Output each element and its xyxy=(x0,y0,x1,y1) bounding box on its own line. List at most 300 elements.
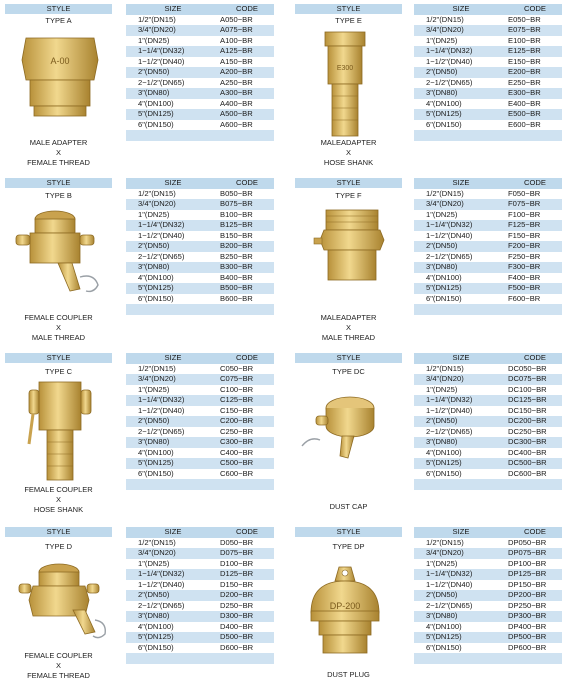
size-cell: 3/4"(DN20) xyxy=(414,199,508,210)
table-row xyxy=(126,273,274,284)
size-cell: 1/2"(DN15) xyxy=(126,15,220,26)
table-row xyxy=(414,406,562,417)
size-cell: 4"(DN100) xyxy=(126,99,220,110)
code-cell: E100−BR xyxy=(508,36,562,47)
type-label: TYPE DP xyxy=(332,542,365,551)
size-cell: 6"(DN150) xyxy=(126,294,220,305)
table-row xyxy=(126,458,274,469)
style-header: STYLE xyxy=(5,353,112,363)
size-cell: 3"(DN80) xyxy=(414,611,508,622)
size-cell: 1"(DN25) xyxy=(414,210,508,221)
size-cell: 1−1/2"(DN40) xyxy=(414,580,508,591)
table-row xyxy=(414,25,562,36)
size-cell: 3"(DN80) xyxy=(126,262,220,273)
code-cell: D150−BR xyxy=(220,580,274,591)
size-cell: 1−1/4"(DN32) xyxy=(414,46,508,57)
table-row xyxy=(126,46,274,57)
size-cell: 1"(DN25) xyxy=(414,559,508,570)
table-row xyxy=(126,210,274,221)
code-column-header: CODE xyxy=(220,353,274,364)
code-cell: F125−BR xyxy=(508,220,562,231)
table-row xyxy=(414,88,562,99)
table-row xyxy=(126,220,274,231)
size-cell: 2−1/2"(DN65) xyxy=(126,427,220,438)
size-cell: 1/2"(DN15) xyxy=(414,15,508,26)
table-row xyxy=(126,374,274,385)
code-cell: F050−BR xyxy=(508,189,562,200)
code-cell: A300−BR xyxy=(220,88,274,99)
code-cell: B100−BR xyxy=(220,210,274,221)
code-cell: A100−BR xyxy=(220,36,274,47)
code-cell: F400−BR xyxy=(508,273,562,284)
size-cell: 4"(DN100) xyxy=(126,622,220,633)
code-cell: DC150−BR xyxy=(508,406,562,417)
product-caption: FEMALE COUPLER X HOSE SHANK xyxy=(24,485,93,514)
table-row xyxy=(126,57,274,68)
table-row xyxy=(126,437,274,448)
size-cell: 5"(DN125) xyxy=(126,283,220,294)
code-cell: B150−BR xyxy=(220,231,274,242)
size-cell: 3/4"(DN20) xyxy=(126,374,220,385)
table-row xyxy=(126,78,274,89)
table-row xyxy=(414,611,562,622)
size-cell: 6"(DN150) xyxy=(126,120,220,131)
code-cell: B075−BR xyxy=(220,199,274,210)
size-cell: 3/4"(DN20) xyxy=(126,199,220,210)
table-row xyxy=(414,252,562,263)
table-row xyxy=(126,406,274,417)
table-row xyxy=(414,231,562,242)
table-header-row xyxy=(126,353,274,364)
size-cell: 5"(DN125) xyxy=(414,632,508,643)
code-cell: DC250−BR xyxy=(508,427,562,438)
table-header-row xyxy=(126,527,274,538)
code-cell: C075−BR xyxy=(220,374,274,385)
code-cell: DC100−BR xyxy=(508,385,562,396)
code-cell: F100−BR xyxy=(508,210,562,221)
code-cell: B300−BR xyxy=(220,262,274,273)
size-code-table xyxy=(414,178,562,315)
size-cell: 2−1/2"(DN65) xyxy=(126,78,220,89)
code-cell: DC300−BR xyxy=(508,437,562,448)
code-column-header: CODE xyxy=(220,4,274,15)
code-cell: DC400−BR xyxy=(508,448,562,459)
code-cell: A125−BR xyxy=(220,46,274,57)
table-row xyxy=(126,622,274,633)
code-cell: DP125−BR xyxy=(508,569,562,580)
size-cell: 1/2"(DN15) xyxy=(126,538,220,549)
table-row xyxy=(126,632,274,643)
size-cell: 1−1/4"(DN32) xyxy=(126,46,220,57)
size-cell: 1"(DN25) xyxy=(414,36,508,47)
type-label: TYPE C xyxy=(44,367,73,376)
size-column-header: SIZE xyxy=(126,4,220,15)
code-cell: DC600−BR xyxy=(508,469,562,480)
size-cell: 1−1/4"(DN32) xyxy=(126,395,220,406)
size-cell: 5"(DN125) xyxy=(126,109,220,120)
table-row xyxy=(414,643,562,654)
code-cell: B200−BR xyxy=(220,241,274,252)
type-f-fitting-image xyxy=(312,208,392,288)
table-row xyxy=(126,241,274,252)
size-cell: 1−1/2"(DN40) xyxy=(414,406,508,417)
code-column-header: CODE xyxy=(220,178,274,189)
style-header: STYLE xyxy=(295,527,402,537)
engraving-text: E300 xyxy=(336,65,354,72)
code-cell: D600−BR xyxy=(220,643,274,654)
table-header-row xyxy=(126,4,274,15)
code-cell: D300−BR xyxy=(220,611,274,622)
table-row xyxy=(414,262,562,273)
dust-plug-image xyxy=(305,565,385,660)
table-row xyxy=(414,241,562,252)
size-cell: 1−1/2"(DN40) xyxy=(414,231,508,242)
table-row xyxy=(414,46,562,57)
size-cell: 1−1/2"(DN40) xyxy=(414,57,508,68)
code-cell: F600−BR xyxy=(508,294,562,305)
size-code-table xyxy=(126,353,274,490)
style-header: STYLE xyxy=(5,527,112,537)
table-row xyxy=(414,109,562,120)
table-row xyxy=(414,283,562,294)
type-label: TYPE DC xyxy=(332,367,365,376)
size-cell: 1"(DN25) xyxy=(126,559,220,570)
dust-cap-image xyxy=(298,388,383,463)
code-cell: D250−BR xyxy=(220,601,274,612)
style-header: STYLE xyxy=(295,178,402,188)
size-cell: 2"(DN50) xyxy=(414,590,508,601)
size-cell: 5"(DN125) xyxy=(414,458,508,469)
size-cell: 2−1/2"(DN65) xyxy=(126,252,220,263)
size-cell: 2"(DN50) xyxy=(414,241,508,252)
size-cell: 1"(DN25) xyxy=(126,210,220,221)
code-cell: DC050−BR xyxy=(508,364,562,375)
table-row xyxy=(126,109,274,120)
table-row xyxy=(414,548,562,559)
table-row xyxy=(414,601,562,612)
size-cell: 4"(DN100) xyxy=(414,622,508,633)
size-cell: 2"(DN50) xyxy=(414,67,508,78)
size-cell: 1/2"(DN15) xyxy=(414,189,508,200)
code-cell: C600−BR xyxy=(220,469,274,480)
style-header: STYLE xyxy=(5,4,112,14)
table-row xyxy=(126,395,274,406)
code-cell: A500−BR xyxy=(220,109,274,120)
size-cell: 4"(DN100) xyxy=(414,448,508,459)
table-row xyxy=(414,294,562,305)
table-row xyxy=(414,120,562,131)
code-cell: A050−BR xyxy=(220,15,274,26)
table-row xyxy=(126,416,274,427)
size-cell: 3/4"(DN20) xyxy=(414,25,508,36)
size-cell: 3"(DN80) xyxy=(126,437,220,448)
code-cell: A200−BR xyxy=(220,67,274,78)
product-caption: DUST CAP xyxy=(329,502,368,511)
size-column-header: SIZE xyxy=(414,178,508,189)
style-header: STYLE xyxy=(295,4,402,14)
table-row xyxy=(414,569,562,580)
table-row xyxy=(414,220,562,231)
code-cell: D050−BR xyxy=(220,538,274,549)
code-cell: F075−BR xyxy=(508,199,562,210)
code-cell: D400−BR xyxy=(220,622,274,633)
size-cell: 3/4"(DN20) xyxy=(414,374,508,385)
table-footer-row xyxy=(414,304,562,315)
code-cell: E500−BR xyxy=(508,109,562,120)
table-row xyxy=(126,199,274,210)
table-row xyxy=(126,590,274,601)
size-cell: 4"(DN100) xyxy=(414,99,508,110)
code-cell: B125−BR xyxy=(220,220,274,231)
size-cell: 2−1/2"(DN65) xyxy=(414,427,508,438)
code-cell: DC125−BR xyxy=(508,395,562,406)
size-cell: 2"(DN50) xyxy=(414,416,508,427)
table-row xyxy=(126,559,274,570)
size-cell: 3"(DN80) xyxy=(414,262,508,273)
table-row xyxy=(414,538,562,549)
size-cell: 3"(DN80) xyxy=(126,611,220,622)
size-cell: 2"(DN50) xyxy=(126,416,220,427)
table-row xyxy=(414,580,562,591)
type-label: TYPE A xyxy=(45,16,72,25)
table-footer-row xyxy=(126,130,274,141)
code-cell: DC075−BR xyxy=(508,374,562,385)
code-cell: DP250−BR xyxy=(508,601,562,612)
size-cell: 6"(DN150) xyxy=(414,469,508,480)
code-cell: E075−BR xyxy=(508,25,562,36)
size-cell: 1/2"(DN15) xyxy=(126,189,220,200)
table-row xyxy=(414,99,562,110)
table-row xyxy=(126,99,274,110)
size-cell: 1/2"(DN15) xyxy=(126,364,220,375)
size-cell: 4"(DN100) xyxy=(126,273,220,284)
size-cell: 2"(DN50) xyxy=(126,590,220,601)
type-b-fitting-image xyxy=(10,205,105,300)
size-cell: 1/2"(DN15) xyxy=(414,364,508,375)
code-cell: B400−BR xyxy=(220,273,274,284)
table-row xyxy=(126,231,274,242)
table-row xyxy=(126,15,274,26)
table-row xyxy=(414,57,562,68)
code-cell: D100−BR xyxy=(220,559,274,570)
size-cell: 4"(DN100) xyxy=(126,448,220,459)
table-row xyxy=(414,559,562,570)
product-caption: MALEADAPTER X HOSE SHANK xyxy=(320,138,377,167)
size-cell: 2−1/2"(DN65) xyxy=(126,601,220,612)
table-footer-row xyxy=(126,479,274,490)
table-row xyxy=(126,601,274,612)
size-cell: 1−1/4"(DN32) xyxy=(414,395,508,406)
table-row xyxy=(126,364,274,375)
product-caption: MALEADAPTER X MALE THREAD xyxy=(320,313,377,342)
code-cell: DP300−BR xyxy=(508,611,562,622)
code-cell: E300−BR xyxy=(508,88,562,99)
code-cell: C250−BR xyxy=(220,427,274,438)
table-row xyxy=(414,385,562,396)
code-cell: F500−BR xyxy=(508,283,562,294)
size-cell: 3/4"(DN20) xyxy=(126,25,220,36)
size-code-table xyxy=(126,527,274,664)
size-cell: 4"(DN100) xyxy=(414,273,508,284)
code-cell: E200−BR xyxy=(508,67,562,78)
code-cell: DP200−BR xyxy=(508,590,562,601)
size-cell: 6"(DN150) xyxy=(126,643,220,654)
code-column-header: CODE xyxy=(508,527,562,538)
size-cell: 1−1/2"(DN40) xyxy=(126,57,220,68)
code-cell: F150−BR xyxy=(508,231,562,242)
size-cell: 3"(DN80) xyxy=(414,437,508,448)
type-label: TYPE F xyxy=(335,191,362,200)
table-row xyxy=(126,643,274,654)
code-cell: DP075−BR xyxy=(508,548,562,559)
size-column-header: SIZE xyxy=(414,4,508,15)
type-label: TYPE D xyxy=(44,542,73,551)
code-cell: DP100−BR xyxy=(508,559,562,570)
size-cell: 1−1/2"(DN40) xyxy=(126,580,220,591)
size-cell: 1/2"(DN15) xyxy=(414,538,508,549)
code-cell: C200−BR xyxy=(220,416,274,427)
style-header: STYLE xyxy=(295,353,402,363)
size-cell: 6"(DN150) xyxy=(414,120,508,131)
table-row xyxy=(126,262,274,273)
product-caption: FEMALE COUPLER X MALE THREAD xyxy=(24,313,93,342)
code-cell: C300−BR xyxy=(220,437,274,448)
size-cell: 1−1/4"(DN32) xyxy=(126,220,220,231)
table-row xyxy=(126,25,274,36)
size-cell: 6"(DN150) xyxy=(414,643,508,654)
code-cell: E150−BR xyxy=(508,57,562,68)
table-row xyxy=(414,590,562,601)
table-footer-row xyxy=(414,653,562,664)
code-cell: D200−BR xyxy=(220,590,274,601)
code-cell: B500−BR xyxy=(220,283,274,294)
size-column-header: SIZE xyxy=(414,353,508,364)
table-row xyxy=(126,538,274,549)
product-caption: FEMALE COUPLER X FEMALE THREAD xyxy=(24,651,93,680)
code-cell: A600−BR xyxy=(220,120,274,131)
type-a-fitting-image xyxy=(20,32,100,122)
code-cell: C400−BR xyxy=(220,448,274,459)
code-cell: E600−BR xyxy=(508,120,562,131)
table-row xyxy=(126,448,274,459)
table-row xyxy=(126,36,274,47)
size-code-table xyxy=(126,4,274,141)
size-cell: 2−1/2"(DN65) xyxy=(414,252,508,263)
table-row xyxy=(414,210,562,221)
table-row xyxy=(414,427,562,438)
size-code-table xyxy=(414,353,562,490)
table-row xyxy=(414,469,562,480)
table-row xyxy=(414,395,562,406)
table-row xyxy=(414,78,562,89)
code-cell: B250−BR xyxy=(220,252,274,263)
type-label: TYPE B xyxy=(45,191,72,200)
code-cell: B050−BR xyxy=(220,189,274,200)
table-header-row xyxy=(414,178,562,189)
size-cell: 3"(DN80) xyxy=(126,88,220,99)
size-code-table xyxy=(414,4,562,141)
size-code-table xyxy=(126,178,274,315)
table-row xyxy=(126,294,274,305)
code-column-header: CODE xyxy=(220,527,274,538)
code-cell: D075−BR xyxy=(220,548,274,559)
table-header-row xyxy=(414,353,562,364)
code-cell: E050−BR xyxy=(508,15,562,26)
size-cell: 5"(DN125) xyxy=(414,109,508,120)
table-row xyxy=(126,67,274,78)
size-cell: 3"(DN80) xyxy=(414,88,508,99)
engraving-text: A-00 xyxy=(50,56,70,66)
table-row xyxy=(414,622,562,633)
size-cell: 1"(DN25) xyxy=(414,385,508,396)
size-cell: 2"(DN50) xyxy=(126,241,220,252)
table-row xyxy=(126,189,274,200)
code-cell: A150−BR xyxy=(220,57,274,68)
code-cell: E400−BR xyxy=(508,99,562,110)
table-row xyxy=(126,569,274,580)
code-cell: C150−BR xyxy=(220,406,274,417)
style-header: STYLE xyxy=(5,178,112,188)
size-cell: 1−1/4"(DN32) xyxy=(414,220,508,231)
table-row xyxy=(414,416,562,427)
table-row xyxy=(126,469,274,480)
size-cell: 3/4"(DN20) xyxy=(126,548,220,559)
table-footer-row xyxy=(126,304,274,315)
table-row xyxy=(126,88,274,99)
engraving-text: DP-200 xyxy=(329,601,361,611)
type-label: TYPE E xyxy=(335,16,362,25)
size-column-header: SIZE xyxy=(126,353,220,364)
size-column-header: SIZE xyxy=(414,527,508,538)
code-cell: D125−BR xyxy=(220,569,274,580)
size-cell: 2−1/2"(DN65) xyxy=(414,601,508,612)
type-d-fitting-image xyxy=(15,560,110,642)
table-row xyxy=(414,15,562,26)
code-cell: D500−BR xyxy=(220,632,274,643)
table-row xyxy=(126,611,274,622)
code-cell: DC200−BR xyxy=(508,416,562,427)
code-cell: C500−BR xyxy=(220,458,274,469)
table-footer-row xyxy=(414,479,562,490)
type-c-fitting-image xyxy=(25,380,95,485)
code-cell: A075−BR xyxy=(220,25,274,36)
code-column-header: CODE xyxy=(508,4,562,15)
code-cell: B600−BR xyxy=(220,294,274,305)
table-row xyxy=(414,448,562,459)
code-cell: E125−BR xyxy=(508,46,562,57)
size-cell: 1−1/2"(DN40) xyxy=(126,231,220,242)
code-cell: DP050−BR xyxy=(508,538,562,549)
size-column-header: SIZE xyxy=(126,178,220,189)
table-header-row xyxy=(414,4,562,15)
code-cell: A250−BR xyxy=(220,78,274,89)
product-caption: MALE ADAPTER X FEMALE THREAD xyxy=(27,138,90,167)
size-cell: 2"(DN50) xyxy=(126,67,220,78)
size-cell: 6"(DN150) xyxy=(414,294,508,305)
code-cell: DP600−BR xyxy=(508,643,562,654)
code-cell: F250−BR xyxy=(508,252,562,263)
code-column-header: CODE xyxy=(508,353,562,364)
size-cell: 5"(DN125) xyxy=(126,458,220,469)
table-row xyxy=(414,67,562,78)
code-cell: DP400−BR xyxy=(508,622,562,633)
size-cell: 5"(DN125) xyxy=(414,283,508,294)
size-cell: 5"(DN125) xyxy=(126,632,220,643)
table-row xyxy=(126,252,274,263)
size-cell: 1−1/4"(DN32) xyxy=(414,569,508,580)
code-cell: DP500−BR xyxy=(508,632,562,643)
table-row xyxy=(414,458,562,469)
